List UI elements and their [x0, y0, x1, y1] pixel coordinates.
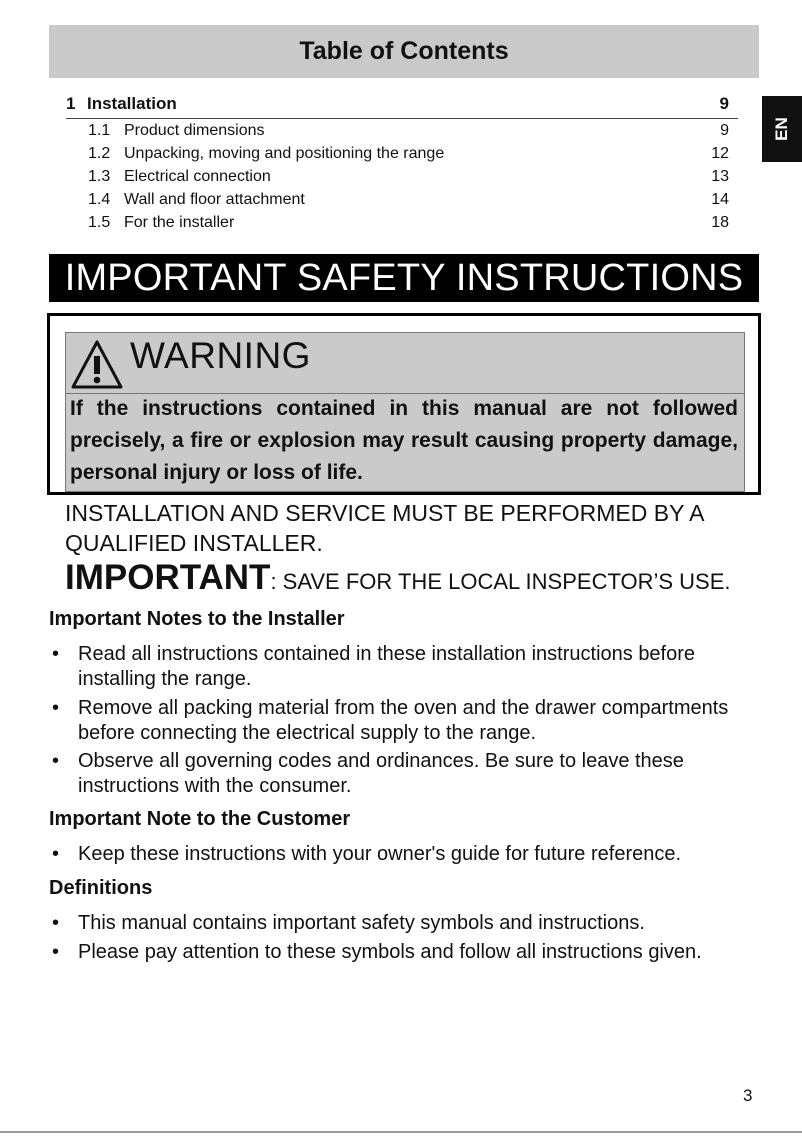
- toc-section-1-5[interactable]: [0, 214, 802, 236]
- installer-notes-heading: Important Notes to the Installer: [49, 608, 345, 630]
- toc-section-title: Wall and floor attachment: [124, 191, 305, 208]
- language-tab-label: EN: [772, 117, 791, 141]
- list-item-text: Please pay attention to these symbols and follow all instructions given.: [78, 941, 702, 963]
- toc-divider: [66, 118, 738, 119]
- installation-notice: INSTALLATION AND SERVICE MUST BE PERFORMED BY A QUALIFIED INSTALLER.: [65, 500, 704, 556]
- list-item-text: This manual contains important safety symbols and instructions.: [78, 912, 645, 934]
- bullet-point: •: [52, 697, 60, 719]
- important-label: IMPORTANT: [65, 558, 271, 597]
- toc-title: Table of Contents: [49, 25, 759, 78]
- toc-section-title: Unpacking, moving and positioning the range: [124, 145, 445, 162]
- list-item-text: Keep these instructions with your owner's guide for future reference.: [78, 843, 682, 865]
- toc-section-1-1[interactable]: [0, 122, 802, 144]
- warning-text: If the instructions contained in this manual are not followed precisely, a fire or explosion may result causing property damage, personal injury or loss of life.: [70, 397, 738, 484]
- toc-chapter-page: 9: [719, 94, 729, 113]
- list-item-text: Read all instructions contained in these installation instructions before installing the range.: [78, 643, 696, 690]
- customer-note-heading: Important Note to the Customer: [49, 808, 351, 830]
- toc-section-title: For the installer: [124, 214, 235, 231]
- toc-section-title: Product dimensions: [124, 122, 265, 139]
- toc-section-page: 9: [720, 122, 729, 139]
- list-item-text: Remove all packing material from the oven and the drawer compartments before connecting the electrical supply to the range.: [78, 697, 729, 744]
- toc-section-page: 12: [711, 145, 729, 162]
- bullet-point: •: [52, 643, 60, 665]
- bullet-point: •: [52, 750, 60, 772]
- warning-panel: [65, 332, 745, 492]
- toc-section-page: 13: [711, 168, 729, 185]
- warning-title: WARNING: [130, 335, 311, 376]
- definitions-heading: Definitions: [49, 877, 153, 899]
- warning-box: [47, 313, 761, 495]
- toc-section-1-4[interactable]: [0, 191, 802, 213]
- toc-chapter-1[interactable]: [0, 94, 802, 116]
- language-tab: [762, 96, 802, 162]
- important-text: : SAVE FOR THE LOCAL INSPECTOR’S USE.: [270, 569, 731, 594]
- toc-chapter-number: 1: [66, 94, 76, 113]
- toc-section-page: 14: [711, 191, 729, 208]
- bullet-point: •: [52, 941, 60, 963]
- toc-section-number: 1.2: [88, 145, 111, 162]
- toc-section-number: 1.3: [88, 168, 111, 185]
- toc-section-page: 18: [711, 214, 729, 231]
- bullet-point: •: [52, 843, 60, 865]
- important-notice: [65, 558, 785, 598]
- toc-chapter-title: Installation: [87, 94, 177, 113]
- toc-section-number: 1.5: [88, 214, 111, 231]
- toc-section-number: 1.1: [88, 122, 111, 139]
- list-item-text: Observe all governing codes and ordinances. Be sure to leave these instructions with the consumer.: [78, 750, 684, 797]
- bullet-point: •: [52, 912, 60, 934]
- toc-section-1-3[interactable]: [0, 168, 802, 190]
- page-number: 3: [743, 1086, 753, 1105]
- toc-section-number: 1.4: [88, 191, 111, 208]
- toc-section-1-2[interactable]: [0, 145, 802, 167]
- warning-header: [66, 333, 744, 394]
- safety-instructions-banner: IMPORTANT SAFETY INSTRUCTIONS: [49, 254, 759, 302]
- toc-section-title: Electrical connection: [124, 168, 271, 185]
- warning-triangle-icon: [69, 337, 125, 391]
- bottom-divider: [0, 1131, 802, 1133]
